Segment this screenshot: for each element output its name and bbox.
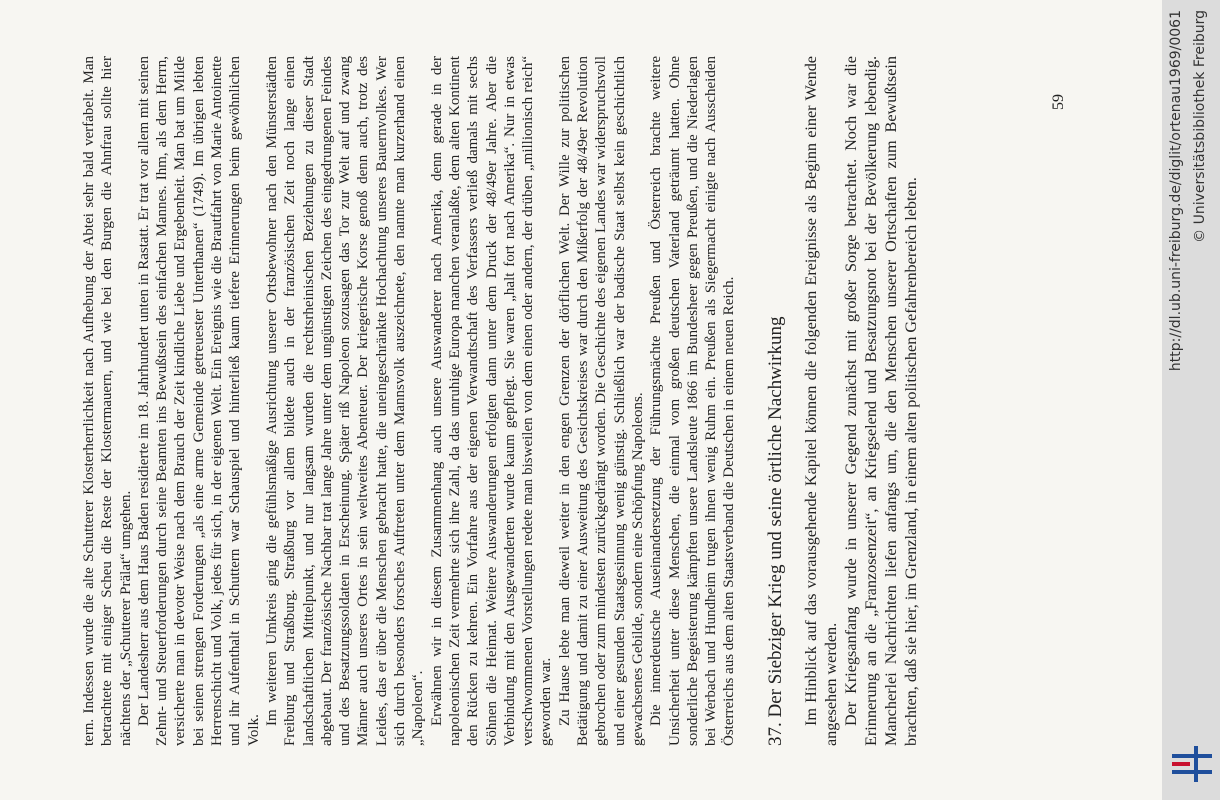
section-body-text	[801, 56, 921, 746]
paragraph: Erwähnen wir in diesem Zusammenhang auch unsere Auswanderer nach Amerika, denn gerade in der napoleonischen Zeit vermehrte sich ihre Zahl, da das unruhige Europa manchen veranlaßte, dem alten Kontinent den Rücken zu kehren. Ein Vorfahre aus der eigenen Verwandtschaft des Verfassers verließ damals mit sechs Söhnen die Heimat. Weitere Auswanderungen erfolgten dann unter dem Druck der 48/49er Jahre. Aber die Verbindung mit den Ausgewanderten wurde kaum gepflegt. Sie waren „halt fort nach Amerika“. Nur in etwas verschwommenen Vorstellungen redete man bisweilen von dem einen oder andern, der drüben „millionisch reich“ geworden war.	[428, 56, 555, 746]
sidebar-rotated-text	[1162, 0, 1220, 800]
logo-bar-blue-1	[1172, 754, 1212, 758]
paragraph: Der Landesherr aus dem Haus Baden residierte im 18. Jahrhundert unten in Rastatt. Er trat vor allem mit seinen Zehnt- und Steuerforderungen durch seine Beamten ins Bewußtsein des einfachen Mannes. Ihm, als dem Herrn, versicherte man in devoter Weise nach dem Brauch der Zeit kindliche Liebe und Ergebenheit. Man bat um Milde bei seinen strengen Forderungen „als eine arme Gemeinde getreuester Unterthanen“ (1749). Im übrigen lebten Herrenschicht und Volk, jedes für sich, in der eigenen Welt. Ein Ereignis wie die Brautfahrt von Marie Antoinette und ihr Aufenthalt in Schuttern war Schauspiel und hinterließ kaum tiefere Erinnerungen beim gewöhnlichen Volk.	[135, 56, 262, 746]
paragraph: Der Kriegsanfang wurde in unserer Gegend zunächst mit großer Sorge betrachtet. Noch war die Erinnerung an die „Franzosenzeit“, an Kriegselend und Besatzungsnot bei der Bevölkerung lebendig. Mancherlei Nachrichten liefen anfangs um, die den Menschen unserer Ortschaften zum Bewußtsein brachten, daß sie hier, im Grenzland, in einem alten politischen Gefahrenbereich lebten.	[841, 56, 920, 746]
copyright-notice: © Universitätsbibliothek Freiburg	[1192, 10, 1208, 243]
logo-bar-blue-2	[1172, 770, 1212, 774]
paragraph: Im Hinblick auf das vorausgehende Kapitel können die folgenden Ereignisse als Beginn einer Wende angesehen werden.	[801, 56, 840, 746]
page-text-block	[80, 56, 921, 746]
page-number: 59	[1050, 94, 1067, 110]
logo-bar-red	[1172, 762, 1190, 766]
paragraph: Im weiteren Umkreis ging die gefühlsmäßige Ausrichtung unserer Ortsbewohner nach den Münsterstädten Freiburg und Straßburg. Straßburg vor allem bildete auch in der französischen Zeit noch lange einen landschaftlichen Mittelpunkt, und nur langsam wurden die rechtsrheinischen Beziehungen zu dieser Stadt abgebaut. Der französische Nachbar trat lange Jahre unter dem ungünstigen Zeichen des eingedrungenen Feindes und des Besatzungssoldaten in Erscheinung. Später riß Napoleon sozusagen das Tor zur Welt auf und zwang Männer auch unseres Ortes in sein weltweites Abenteuer. Der kriegerische Korse genoß denn auch, trotz des Leides, das er über die Menschen gebracht hatte, die uneingeschränkte Hochachtung unseres Bauernvolkes. Wer sich durch besonders forsches Auftreten unter dem Mannsvolk auszeichnete, den nannte man kurzerhand einen „Napoleon“.	[263, 56, 427, 746]
logo-bar-blue-3	[1194, 746, 1198, 782]
section-heading: 37. Der Siebziger Krieg und seine örtliche Nachwirkung	[764, 316, 786, 746]
paragraph: tern. Indessen wurde die alte Schutterer Klosterherrlichkeit nach Aufhebung der Abtei sehr bald verfabelt. Man betrachtete mit einiger Scheu die Reste der Klostermauern, und wie bei den Burgen die Ahnfrau sollte hier nächtens der „Schutterer Prälat“ umgehen.	[81, 56, 134, 746]
ub-freiburg-logo-icon	[1170, 742, 1214, 786]
library-sidebar	[1162, 0, 1220, 800]
chapter-body-text	[80, 56, 739, 746]
paragraph: Die innerdeutsche Auseinandersetzung der Führungsmächte Preußen und Österreich brachte weitere Unsicherheit unter diese Menschen, die einmal vom großen deutschen Vaterland geträumt hatten. Ohne sonderliche Begeisterung kämpften unsere Landsleute 1866 im Bundesheer gegen Preußen, und die Niederlagen bei Werbach und Hundheim trugen ihnen wenig Ruhm ein. Preußen als Siegermacht einigte nach Ausscheiden Österreichs aus dem alten Staatsverband die Deutschen in einem neuen Reich.	[648, 56, 738, 746]
document-url-link[interactable]: http://dl.ub.uni-freiburg.de/diglit/ortenau1969/0061	[1168, 10, 1184, 372]
paragraph: Zu Hause lebte man dieweil weiter in den engen Grenzen der dörflichen Welt. Der Wille zur politischen Betätigung und damit zu einer Ausweitung des Gesichtskreises war durch den Mißerfolg der 48/49er Revolution gebrochen oder zum mindesten zurückgedrängt worden. Die Geschichte des eigenen Landes war widerspruchsvoll und einer gesunden Staatsgesinnung wenig günstig. Schließlich war der badische Staat selbst kein geschichtlich gewachsenes Gebilde, sondern eine Schöpfung Napoleons.	[556, 56, 646, 746]
